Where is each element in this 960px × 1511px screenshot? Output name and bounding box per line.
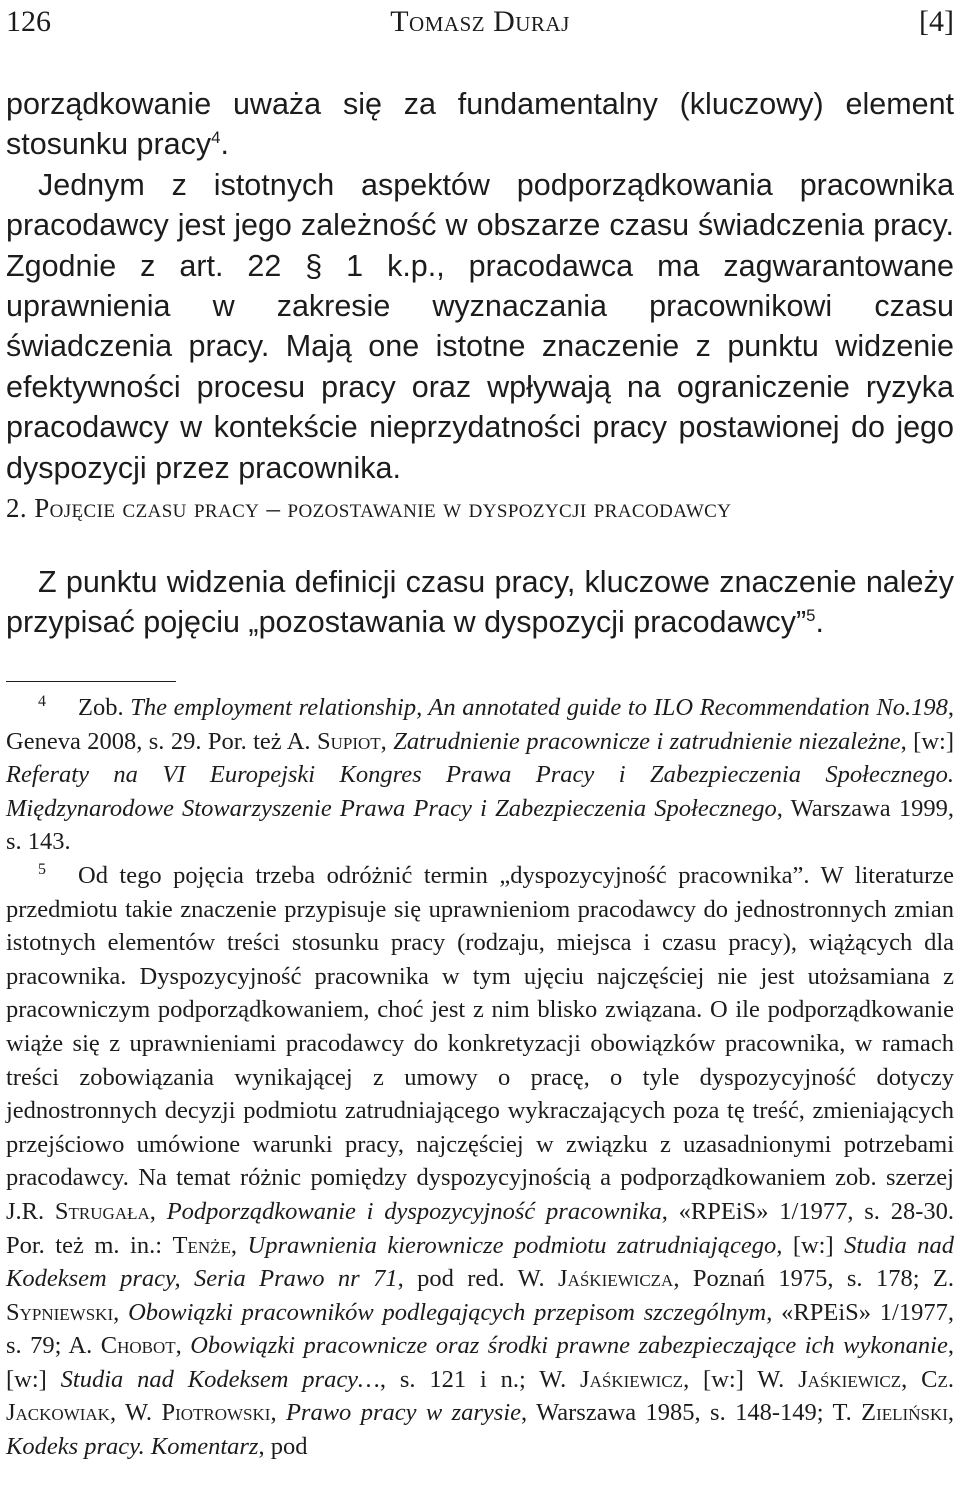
footnote-separator	[6, 681, 176, 682]
main-text-section-2	[6, 562, 954, 643]
paragraph-continued: porządkowanie uważa się za fundamentalny (kluczowy) element stosunku pracy$^4$.	[6, 87, 954, 162]
section-number: [4]	[919, 5, 954, 38]
section-heading-title: Pojęcie czasu pracy – pozostawanie w dyspozycji pracodawcy	[34, 493, 732, 523]
footnote-4: 4 Zob. The employment relationship, An annotated guide to ILO Recommendation No.198, Geneva 2008, s. 29. Por. też A. Supiot, Zatrudnienie pracownicze i zatrudnienie niezależne, [w:] Referaty na VI Europejski Kongres Prawa Pracy i Zabezpieczenia Społecznego. Międzynarodowe Stowarzyszenie Prawa Pracy i Zabezpieczenia Społecznego, Warszawa 1999, s. 143.	[6, 692, 954, 856]
page-number: 126	[6, 5, 51, 38]
footnotes	[6, 691, 954, 1464]
section-heading-number: 2.	[6, 493, 28, 523]
section-heading	[6, 490, 954, 526]
footnote-ref-4[interactable]: 4	[211, 128, 221, 148]
paragraph: Z punktu widzenia definicji czasu pracy, kluczowe znaczenie należy przypisać pojęciu „pozostawania w dyspozycji pracodawcy”$^5$.	[6, 565, 954, 640]
main-text	[6, 84, 954, 488]
footnote-5: 5 Od tego pojęcia trzeba odróżnić termin „dyspozycyjność pracownika”. W literaturze przedmiotu takie znaczenie przypisuje się uprawnieniom pracodawcy do jednostronnych zmian istotnych elementów treści stosunku pracy (rodzaju, miejsca i czasu pracy), wiążących dla pracownika. Dyspozycyjność pracownika w tym ujęciu najczęściej nie jest utożsamiana z pracowniczym podporządkowaniem, choć jest z nim blisko związana. O ile podporządkowanie wiąże się z uprawnieniami pracodawcy do konkretyzacji obowiązków pracownika, w ramach treści zobowiązania wynikającej z umowy o pracę, o tyle dyspozycyjność dotyczy jednostronnych decyzji podmiotu zatrudniającego wykraczających poza tę treść, zmieniających przejściowo umówione warunki pracy, najczęściej w związku z uzasadnionymi potrzebami pracodawcy. Na temat różnic pomiędzy dyspozycyjnością a podporządkowaniem zob. szerzej J.R. Strugała, Podporządkowanie i dyspozycyjność pracownika, «RPEiS» 1/1977, s. 28-30. Por. też m. in.: Tenże, Uprawnienia kierownicze podmiotu zatrudniającego, [w:] Studia nad Kodeksem pracy, Seria Prawo nr 71, pod red. W. Jaśkiewicza, Poznań 1975, s. 178; Z. Sypniewski, Obowiązki pracowników podlegających przepisom szczególnym, «RPEiS» 1/1977, s. 79; A. Chobot, Obowiązki pracownicze oraz środki prawne zabezpieczające ich wykonanie, [w:] Studia nad Kodeksem pracy…, s. 121 i n.; W. Jaśkiewicz, [w:] W. Jaśkiewicz, Cz. Jackowiak, W. Piotrowski, Prawo pracy w zarysie, Warszawa 1985, s. 148-149; T. Zieliński, Kodeks pracy. Komentarz, pod	[6, 860, 955, 1461]
paragraph: Jednym z istotnych aspektów podporządkowania pracownika pracodawcy jest jego zależność w obszarze czasu świadczenia pracy. Zgodnie z art. 22 § 1 k.p., pracodawca ma zagwarantowane uprawnienia w zakresie wyznaczania pracownikowi czasu świadczenia pracy. Mają one istotne znaczenie z punktu widzenie efektywności procesu pracy oraz wpływają na ograniczenie ryzyka pracodawcy w kontekście nieprzydatności pracy postawionej do jego dyspozycji przez pracownika.	[6, 167, 954, 485]
running-author: Tomasz Duraj	[390, 5, 570, 38]
running-header	[6, 5, 954, 45]
footnote-ref-5[interactable]: 5	[806, 606, 816, 626]
